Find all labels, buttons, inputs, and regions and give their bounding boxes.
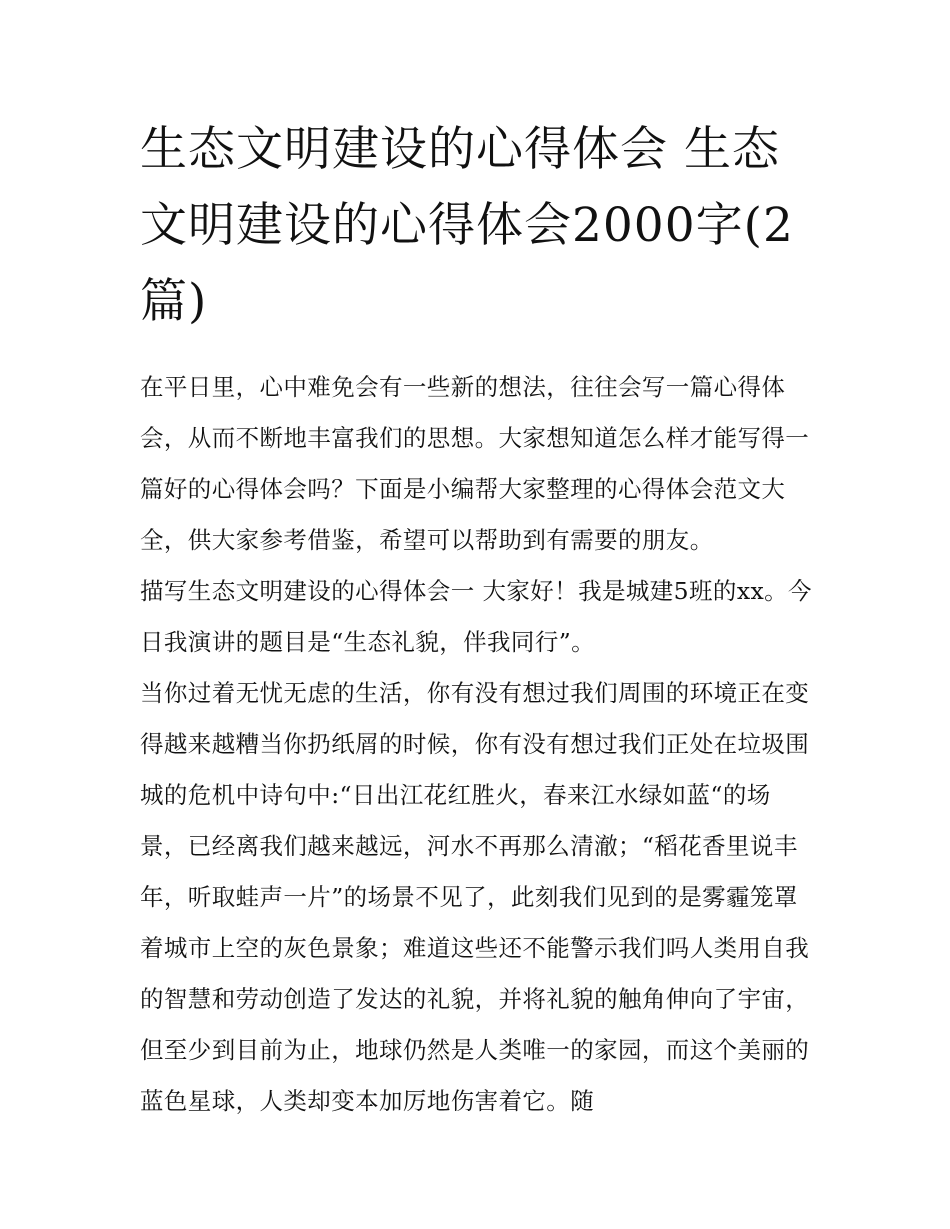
document-body	[140, 112, 814, 1127]
intro-paragraph: 在平日里，心中难免会有一些新的想法，往往会写一篇心得体会，从而不断地丰富我们的思想。大家想知道怎么样才能写得一篇好的心得体会吗？下面是小编帮大家整理的心得体会范文大全，供大家参考借鉴，希望可以帮助到有需要的朋友。	[140, 373, 810, 554]
document-title: 生态文明建设的心得体会 生态文明建设的心得体会2000字(2篇)	[140, 122, 794, 329]
environment-paragraph: 当你过着无忧无虑的生活，你有没有想过我们周围的环境正在变得越来越糟当你扔纸屑的时候，你有没有想过我们正处在垃圾围城的危机中诗句中:“日出江花红胜火，春来江水绿如蓝“的场景，已经离我们越来越远，河水不再那么清澈；“稻花香里说丰年，听取蛙声一片”的场景不见了，此刻我们见到的是雾霾笼罩着城市上空的灰色景象；难道这些还不能警示我们吗人类用自我的智慧和劳动创造了发达的礼貌，并将礼貌的触角伸向了宇宙，但至少到目前为止，地球仍然是人类唯一的家园，而这个美丽的蓝色星球，人类却变本加厉地伤害着它。随	[140, 679, 810, 1115]
speech-opening-paragraph: 描写生态文明建设的心得体会一 大家好！我是城建5班的xx。今日我演讲的题目是“生态礼貌，伴我同行”。	[140, 577, 812, 656]
